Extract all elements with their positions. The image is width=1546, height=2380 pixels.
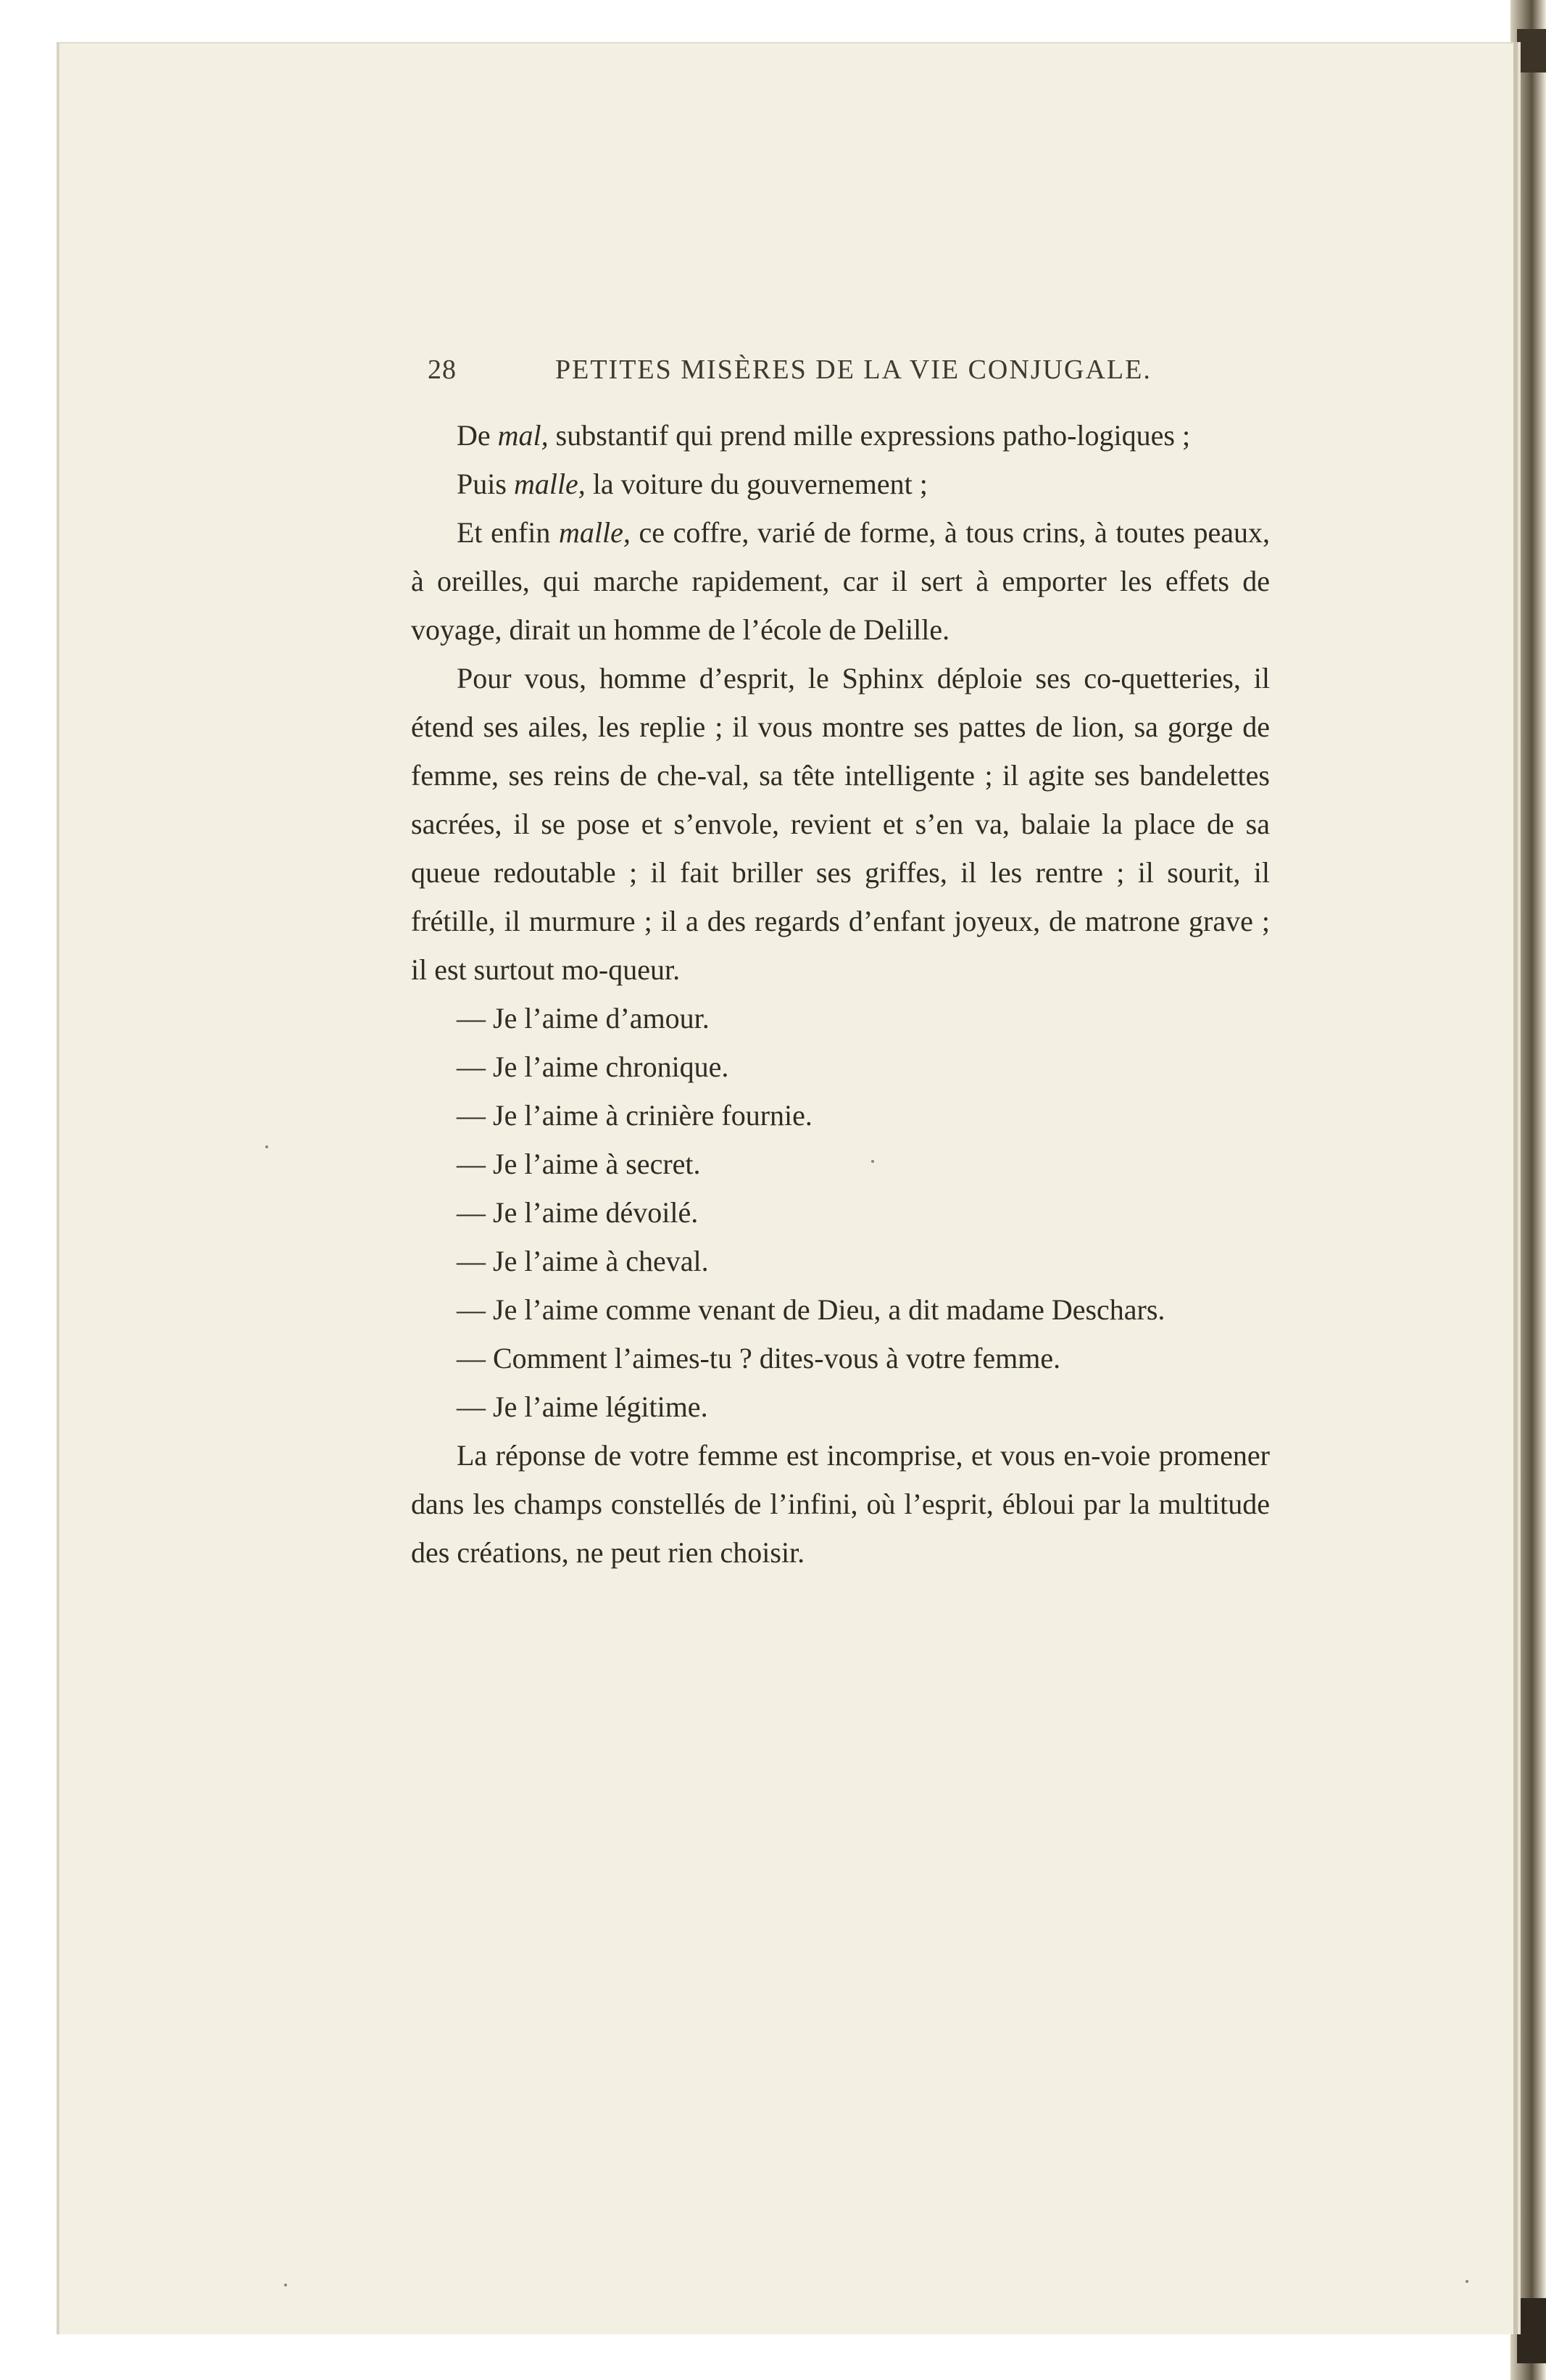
running-header bbox=[428, 354, 1268, 397]
dialogue-line: — Je l’aime comme venant de Dieu, a dit madame Deschars. bbox=[457, 1293, 1165, 1326]
paragraph-text: substantif qui prend mille expressions patho-logiques ; bbox=[548, 419, 1191, 452]
paragraph-sphinx: Pour vous, homme d’esprit, le Sphinx déploie ses co-quetteries, il étend ses ailes, les replie ; il vous montre ses pattes de lion, sa gorge de femme, ses reins de che-val, sa tête intelligente ; il agite ses bandelettes sacrées, il se pose et s’envole, revient et s’en va, balaie la place de sa queue redoutable ; il fait briller ses griffes, il les rentre ; il sourit, il frétille, il murmure ; il a des regards d’enfant joyeux, de matrone grave ; il est surtout mo-queur. bbox=[411, 662, 1270, 986]
dialogue-line: — Comment l’aimes-tu ? dites-vous à votre femme. bbox=[457, 1342, 1061, 1374]
emphasis-word: malle, bbox=[558, 516, 631, 549]
running-title: PETITES MISÈRES DE LA VIE CONJUGALE. bbox=[555, 354, 1152, 385]
dialogue-line: — Je l’aime légitime. bbox=[457, 1390, 708, 1423]
paragraph-text: Puis bbox=[457, 468, 514, 500]
paragraph-malle-voiture bbox=[411, 460, 1270, 508]
emphasis-word: mal, bbox=[497, 419, 549, 452]
paragraph-mal bbox=[411, 411, 1270, 460]
page-number: 28 bbox=[428, 354, 457, 385]
paper-speck bbox=[1466, 2280, 1468, 2283]
paragraph-closing: La réponse de votre femme est incomprise, et vous en-voie promener dans les champs constellés de l’infini, où l’esprit, ébloui par la multitude des créations, ne peut rien choisir. bbox=[411, 1439, 1270, 1569]
paper-speck bbox=[265, 1145, 268, 1148]
paragraph-text: la voiture du gouvernement ; bbox=[585, 468, 928, 500]
dialogue-line: — Je l’aime à secret. bbox=[457, 1148, 701, 1180]
paragraph-text: ce coffre, varié de forme, à tous crins, à toutes peaux, à oreilles, qui marche rapidement, car il sert à emporter les effets de voyage, dirait un homme de l’école de Delille. bbox=[411, 516, 1271, 646]
spine-edge-bottom bbox=[1517, 2298, 1546, 2363]
paragraph-malle-coffre bbox=[411, 508, 1270, 654]
dialogue-line: — Je l’aime d’amour. bbox=[457, 1002, 710, 1034]
dialogue-line: — Je l’aime dévoilé. bbox=[457, 1196, 699, 1229]
book-spine bbox=[1510, 0, 1546, 2380]
dialogue-line: — Je l’aime à cheval. bbox=[457, 1245, 709, 1277]
spine-edge-top bbox=[1517, 29, 1546, 72]
paragraph-text: Et enfin bbox=[457, 516, 559, 549]
dialogue-line: — Je l’aime chronique. bbox=[457, 1050, 729, 1083]
paragraph-text: De bbox=[457, 419, 498, 452]
body-text bbox=[411, 411, 1270, 1577]
dialogue-line: — Je l’aime à crinière fournie. bbox=[457, 1099, 813, 1132]
emphasis-word: malle, bbox=[513, 468, 586, 500]
paper-speck bbox=[284, 2284, 287, 2286]
